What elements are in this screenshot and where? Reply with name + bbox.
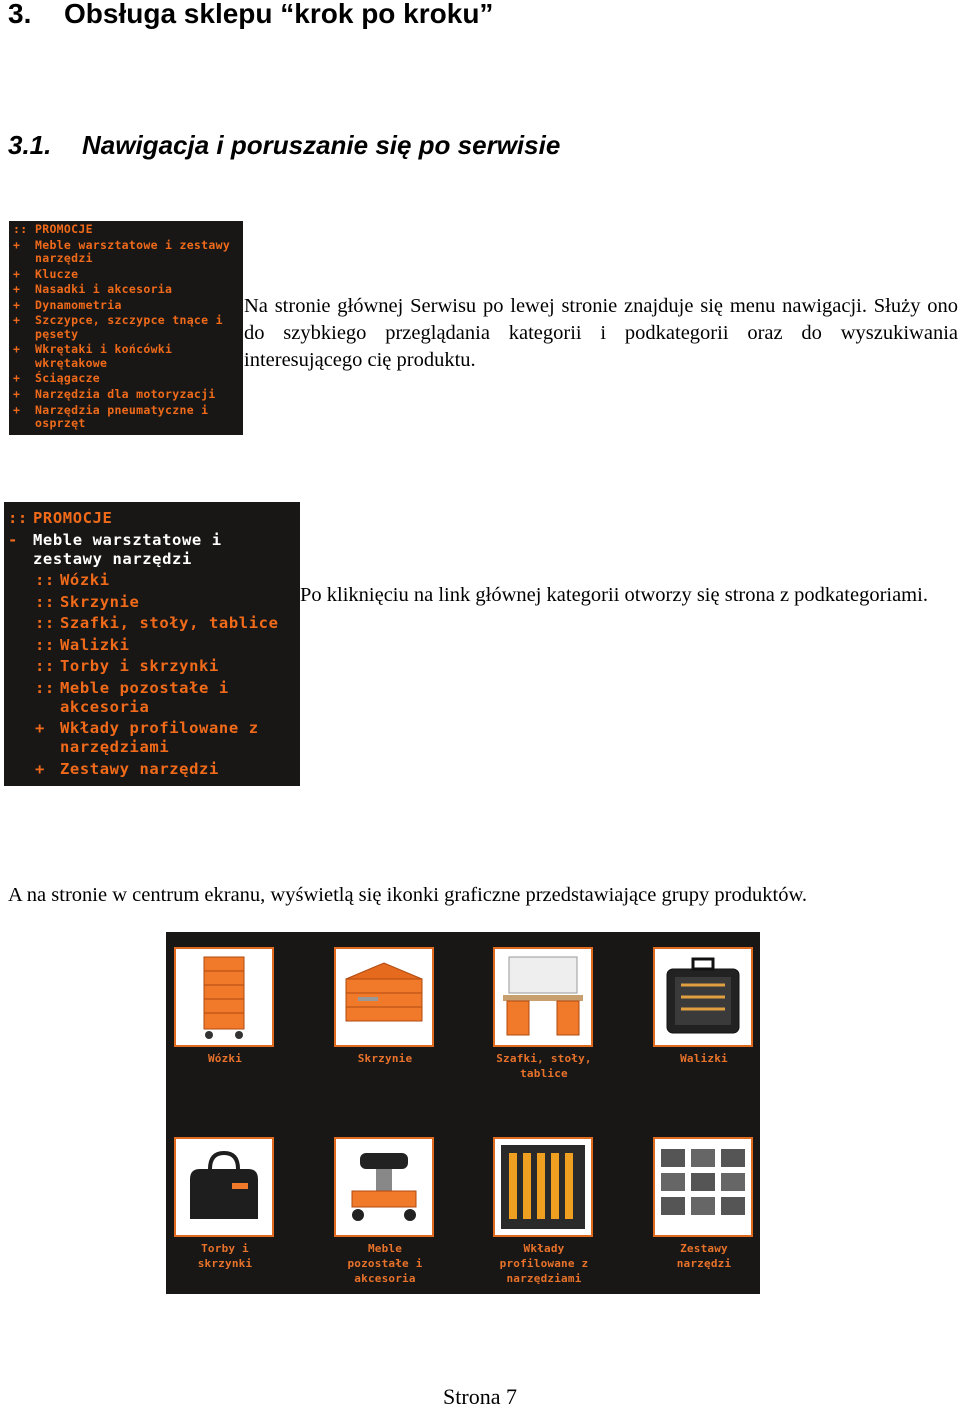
product-tile-label: Zestawy narzędzi [676, 1242, 732, 1270]
collapse-marker: - [8, 530, 18, 549]
product-group-grid [166, 932, 760, 1294]
tool-set-icon [653, 1137, 753, 1237]
menu-marker: :: [13, 222, 28, 236]
menu-marker: + [13, 266, 21, 281]
menu-item-label: Torby i skrzynki [60, 657, 219, 675]
product-tile-walizki[interactable] [653, 947, 755, 1066]
menu-item-label: PROMOCJE [35, 222, 93, 236]
product-tile-zestawy[interactable] [653, 1137, 755, 1271]
menu-item-label: Zestawy narzędzi [60, 759, 219, 778]
product-tile-wozki[interactable] [174, 947, 276, 1066]
product-tile-label: Skrzynie [357, 1052, 413, 1065]
menu-marker: + [35, 759, 45, 778]
menu-item-label: Dynamometria [35, 297, 122, 312]
tool-chest-icon [334, 947, 434, 1047]
menu-item-label: PROMOCJE [33, 509, 113, 527]
menu-item-motoryzacja[interactable] [13, 388, 241, 401]
menu-item-label: Wózki [60, 571, 110, 589]
menu-item-dynamometria[interactable] [13, 299, 241, 312]
product-tile-label: Wkłady profilowane z narzędziami [499, 1242, 589, 1285]
menu-item-label: Wkrętaki i końcówki wkrętakowe [35, 342, 173, 370]
menu-marker: :: [35, 678, 55, 697]
menu-item-wkretaki[interactable] [13, 343, 241, 370]
product-tile-meble-pozostale[interactable] [334, 1137, 436, 1286]
submenu-item-walizki[interactable] [8, 636, 296, 655]
menu-item-promocje[interactable] [13, 223, 241, 236]
product-tile-label: Szafki, stoły, tablice [496, 1052, 592, 1080]
menu-marker: :: [35, 592, 55, 611]
submenu-item-wozki[interactable] [8, 571, 296, 590]
menu-item-label: Klucze [35, 266, 79, 281]
menu-item-wklady[interactable] [8, 719, 296, 757]
product-tile-label: Torby i skrzynki [197, 1242, 253, 1270]
menu-item-nasadki[interactable] [13, 283, 241, 296]
product-tile-torby[interactable] [174, 1137, 276, 1271]
menu-item-label: Szczypce, szczypce tnące i pęsety [35, 313, 223, 341]
tool-trolley-icon [174, 947, 274, 1047]
product-tile-skrzynie[interactable] [334, 947, 436, 1066]
product-tile-label: Meble pozostałe i akcesoria [347, 1242, 423, 1285]
menu-item-label: Narzędzia pneumatyczne i osprzęt [35, 402, 209, 430]
menu-marker: + [13, 371, 21, 386]
product-tile-szafki[interactable] [493, 947, 595, 1081]
menu-item-active-category[interactable] [8, 531, 296, 569]
menu-marker: + [13, 402, 21, 417]
menu-item-label: Meble pozostałe i akcesoria [60, 678, 229, 716]
menu-marker: :: [35, 614, 55, 632]
menu-marker: + [13, 237, 21, 252]
product-tile-label: Wózki [207, 1052, 243, 1065]
menu-item-meble[interactable] [13, 239, 241, 266]
section-title: Obsługa sklepu “krok po kroku” [64, 0, 494, 29]
submenu-item-skrzynie[interactable] [8, 593, 296, 612]
subsection-title: Nawigacja i poruszanie się po serwisie [82, 130, 561, 160]
section-heading [8, 0, 493, 30]
creeper-seat-icon [334, 1137, 434, 1237]
menu-item-klucze[interactable] [13, 268, 241, 281]
menu-item-sciagacze[interactable] [13, 372, 241, 385]
menu-marker: + [35, 719, 45, 737]
expanded-menu-screenshot [4, 502, 300, 786]
menu-marker: :: [8, 509, 28, 527]
intro-paragraph: Na stronie głównej Serwisu po lewej stronie znajduje się menu nawigacji. Służy ono do szybkiego przeglądania kategorii i podkategorii oraz do wyszukiwania interesującego cię produktu. [244, 295, 958, 371]
menu-marker: + [13, 282, 21, 297]
workbench-icon [493, 947, 593, 1047]
menu-item-zestawy[interactable] [8, 760, 296, 779]
tool-tray-icon [493, 1137, 593, 1237]
submenu-item-szafki[interactable] [8, 614, 296, 633]
subcategory-paragraph: Po kliknięciu na link głównej kategorii otworzy się strona z podkategoriami. [300, 584, 928, 606]
subsection-number: 3.1. [8, 130, 52, 160]
menu-marker: :: [35, 635, 55, 654]
product-icons-paragraph: A na stronie w centrum ekranu, wyświetlą się ikonki graficzne przedstawiające grupy produktów. [8, 884, 808, 906]
menu-item-label: Nasadki i akcesoria [35, 282, 173, 297]
tool-bag-icon [174, 1137, 274, 1237]
menu-marker: + [13, 386, 21, 401]
navigation-menu-screenshot [9, 221, 243, 435]
submenu-item-torby[interactable] [8, 657, 296, 676]
menu-item-label: Meble warsztatowe i zestawy narzędzi [35, 237, 231, 265]
menu-item-label: Szafki, stoły, tablice [60, 614, 279, 632]
menu-item-szczypce[interactable] [13, 314, 241, 341]
menu-marker: + [13, 297, 21, 312]
section-number: 3. [8, 0, 32, 29]
product-tile-wklady[interactable] [493, 1137, 595, 1286]
menu-item-promocje[interactable] [8, 509, 296, 528]
submenu-item-meble-pozostale[interactable] [8, 679, 296, 717]
menu-item-label: Walizki [60, 635, 130, 654]
menu-marker: + [13, 313, 21, 328]
page-number: Strona 7 [443, 1384, 517, 1409]
subsection-heading [8, 130, 560, 161]
menu-item-label: Skrzynie [60, 592, 140, 611]
menu-marker: :: [35, 657, 55, 675]
menu-item-label: Meble warsztatowe i zestawy narzędzi [33, 530, 222, 568]
product-tile-label: Walizki [680, 1052, 728, 1065]
tool-case-icon [653, 947, 753, 1047]
menu-item-label: Wkłady profilowane z narzędziami [60, 719, 259, 756]
menu-marker: + [13, 342, 21, 357]
menu-item-label: Narzędzia dla motoryzacji [35, 386, 216, 401]
menu-item-pneumatyczne[interactable] [13, 404, 241, 431]
menu-item-label: Ściągacze [35, 371, 101, 386]
menu-marker: :: [35, 571, 55, 589]
